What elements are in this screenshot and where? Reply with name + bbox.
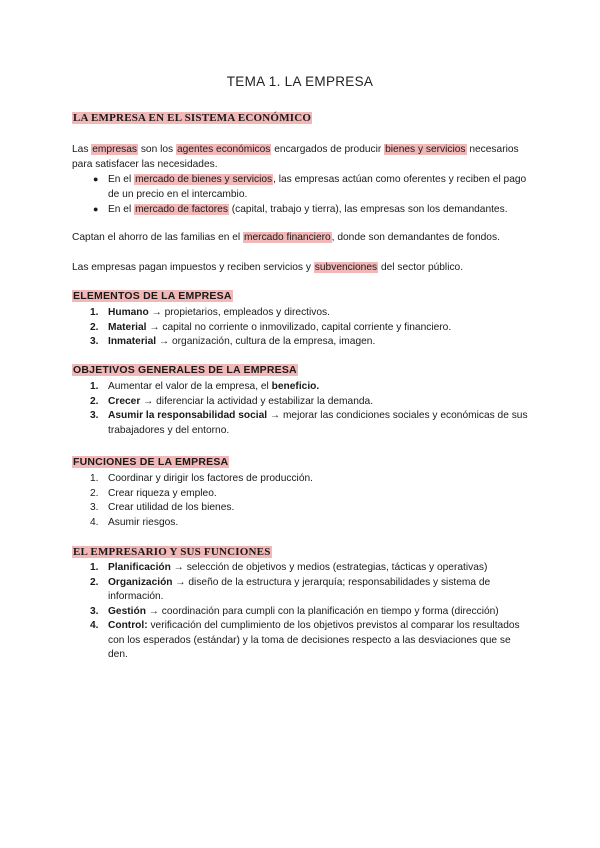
list-elementos [72,306,532,350]
bullet-list-mercados [72,172,532,217]
term: Crecer [108,395,141,407]
text: encargados de producir [271,144,385,155]
text: del sector público. [378,262,464,273]
text: necesarios para satisfacer las necesidades. [72,144,519,170]
section-heading-objetivos [72,364,298,376]
list-item [72,472,532,487]
highlight-mercado-bienes: mercado de bienes y servicios [135,174,273,185]
term: Organización [108,576,173,588]
list-item [72,172,532,202]
text: → mejorar las condiciones sociales y económicas de sus trabajadores y del entorno. [108,410,528,436]
list-item [72,380,532,395]
text: Asumir riesgos. [108,516,179,528]
highlight-empresas: empresas [92,144,137,155]
text: Las [72,144,92,155]
text: verificación del cumplimiento de los objetivos previstos al comparar los resultados con los esperados (estándar) y la toma de decisiones respecto a las desviaciones que se den. [108,620,520,660]
list-number: 4. [90,620,99,631]
list-objetivos [72,380,532,438]
list-item [72,501,532,516]
term: Humano [108,307,149,318]
text: Aumentar el valor de la empresa, el [108,381,272,392]
list-number: 2. [90,487,99,499]
list-number: 3. [90,502,99,513]
text: , las empresas actúan como oferentes y reciben el pago de un precio en el intercambio. [108,174,527,200]
text: → organización, cultura de la empresa, imagen. [156,336,376,347]
section-heading-text: LA EMPRESA EN EL SISTEMA ECONÓMICO [73,112,312,124]
term: Planificación [108,562,171,573]
list-item [72,561,532,576]
section-heading-text: ELEMENTOS DE LA EMPRESA [73,290,232,302]
section-heading-funciones [72,456,229,468]
term: Asumir la responsabilidad social [108,410,268,421]
list-item [72,605,532,620]
list-number: 3. [90,410,99,421]
term: Material [108,321,147,333]
text: → coordinación para cumpli con la planificación en tiempo y forma (dirección) [145,605,499,617]
list-empresario [72,561,532,663]
list-number: 1. [90,473,99,484]
list-item [72,516,532,531]
list-item [72,487,532,502]
list-item [72,576,532,605]
list-number: 3. [90,336,99,347]
highlight-bienes-servicios: bienes y servicios [385,144,466,155]
list-funciones [72,472,532,530]
text: En el [108,204,135,215]
page-title: TEMA 1. LA EMPRESA [226,74,374,89]
bullet-icon: ● [93,174,99,184]
term: Gestión [108,605,146,617]
list-number: 2. [90,576,99,588]
text: (capital, trabajo y tierra), las empresas son los demandantes. [228,204,508,215]
term: Inmaterial [108,336,157,347]
bullet-icon: ● [93,204,99,214]
highlight-subvenciones: subvenciones [314,262,378,273]
text: Crear utilidad de los bienes. [108,502,235,513]
section-heading-text: FUNCIONES DE LA EMPRESA [73,456,229,468]
term: beneficio. [271,381,320,392]
text: Crear riqueza y empleo. [108,487,217,499]
section-heading-text: EL EMPRESARIO Y SUS FUNCIONES [73,546,271,558]
section-heading-sistema-economico [72,112,312,124]
list-item [72,306,532,321]
list-number: 1. [90,307,99,318]
text: , donde son demandantes de fondos. [331,232,500,243]
list-item [72,202,532,217]
list-number: 1. [90,562,99,573]
section-heading-empresario [72,546,272,558]
list-item [72,395,532,410]
paragraph-intro [72,142,532,172]
text: → diferenciar la actividad y estabilizar la demanda. [140,395,374,407]
text: → propietarios, empleados y directivos. [148,307,330,318]
term: Control: [108,620,148,631]
list-item [72,321,532,336]
list-item [72,409,532,438]
text: Coordinar y dirigir los factores de producción. [108,473,313,484]
text: son los [138,144,176,155]
text: Las empresas pagan impuestos y reciben servicios y [72,262,314,273]
text: En el [108,174,135,185]
list-number: 1. [90,381,99,392]
section-heading-text: OBJETIVOS GENERALES DE LA EMPRESA [73,364,297,376]
list-number: 3. [90,605,99,617]
text: → diseño de la estructura y jerarquía; responsabilidades y sistema de información. [108,576,491,602]
highlight-mercado-factores: mercado de factores [135,204,228,215]
paragraph-ahorro [72,230,532,245]
highlight-mercado-financiero: mercado financiero [244,232,331,243]
list-number: 2. [90,321,99,333]
list-item [72,335,532,350]
text: → selección de objetivos y medios (estrategias, tácticas y operativas) [170,562,488,573]
text: Captan el ahorro de las familias en el [72,232,244,243]
list-item [72,619,532,663]
paragraph-impuestos [72,260,532,275]
highlight-agentes-economicos: agentes económicos [176,144,271,155]
list-number: 4. [90,516,99,528]
section-heading-elementos [72,290,233,302]
text: → capital no corriente o inmovilizado, capital corriente y financiero. [146,321,452,333]
list-number: 2. [90,395,99,407]
